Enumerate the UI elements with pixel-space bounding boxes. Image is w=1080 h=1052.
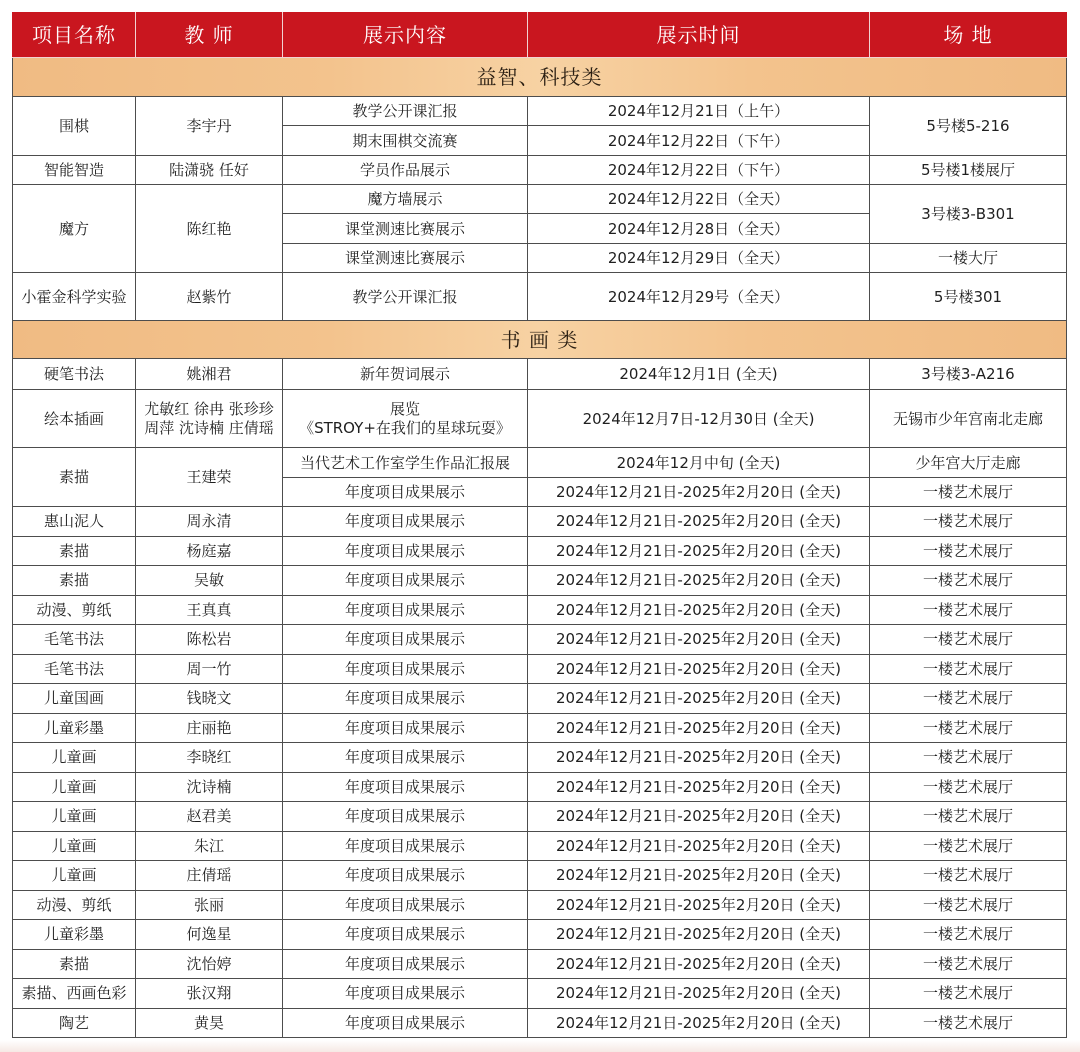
table-row	[13, 949, 1067, 979]
category-row-science	[13, 58, 1067, 97]
table-row	[13, 1008, 1067, 1038]
cell-time: 2024年12月21日（上午）	[528, 97, 870, 126]
table-row	[13, 890, 1067, 920]
cell-teacher: 杨庭嘉	[136, 536, 283, 566]
cell-content: 魔方墙展示	[283, 185, 528, 214]
cell-teacher: 张丽	[136, 890, 283, 920]
cell-teacher: 周一竹	[136, 654, 283, 684]
cell-content: 教学公开课汇报	[283, 97, 528, 126]
cell-time: 2024年12月21日-2025年2月20日 (全天)	[528, 979, 870, 1009]
cell-project: 素描	[13, 566, 136, 596]
cell-content: 年度项目成果展示	[283, 743, 528, 773]
cell-content: 年度项目成果展示	[283, 536, 528, 566]
cell-teacher: 朱江	[136, 831, 283, 861]
table-row	[13, 654, 1067, 684]
cell-content: 年度项目成果展示	[283, 478, 528, 507]
cell-venue: 一楼大厅	[870, 244, 1067, 273]
cell-venue: 一楼艺术展厅	[870, 478, 1067, 507]
cell-venue: 少年宫大厅走廊	[870, 448, 1067, 478]
cell-venue: 3号楼3-B301	[870, 185, 1067, 244]
table-row	[13, 713, 1067, 743]
header-content: 展示内容	[283, 13, 528, 58]
cell-venue: 一楼艺术展厅	[870, 625, 1067, 655]
cell-time: 2024年12月21日-2025年2月20日 (全天)	[528, 743, 870, 773]
cell-content: 年度项目成果展示	[283, 654, 528, 684]
cell-venue: 一楼艺术展厅	[870, 654, 1067, 684]
cell-content: 年度项目成果展示	[283, 979, 528, 1009]
cell-time: 2024年12月21日-2025年2月20日 (全天)	[528, 1008, 870, 1038]
cell-content: 学员作品展示	[283, 156, 528, 185]
table-row	[13, 97, 1067, 126]
cell-time: 2024年12月29号（全天）	[528, 273, 870, 321]
cell-content: 年度项目成果展示	[283, 890, 528, 920]
cell-time: 2024年12月21日-2025年2月20日 (全天)	[528, 713, 870, 743]
cell-time: 2024年12月28日（全天）	[528, 214, 870, 244]
cell-teacher: 吴敏	[136, 566, 283, 596]
cell-project: 儿童彩墨	[13, 920, 136, 950]
cell-teacher: 钱晓文	[136, 684, 283, 714]
cell-content	[283, 390, 528, 448]
cell-venue: 一楼艺术展厅	[870, 949, 1067, 979]
cell-venue: 一楼艺术展厅	[870, 772, 1067, 802]
cell-venue: 一楼艺术展厅	[870, 595, 1067, 625]
table-row	[13, 684, 1067, 714]
table-row	[13, 861, 1067, 891]
cell-time: 2024年12月29日（全天）	[528, 244, 870, 273]
cell-content: 年度项目成果展示	[283, 566, 528, 596]
table-row	[13, 595, 1067, 625]
cell-teacher: 王建荣	[136, 448, 283, 507]
cell-project: 儿童画	[13, 743, 136, 773]
cell-content: 年度项目成果展示	[283, 920, 528, 950]
cell-venue: 一楼艺术展厅	[870, 743, 1067, 773]
cell-venue: 一楼艺术展厅	[870, 890, 1067, 920]
cell-content: 年度项目成果展示	[283, 861, 528, 891]
cell-time: 2024年12月22日（下午）	[528, 156, 870, 185]
cell-project: 儿童国画	[13, 684, 136, 714]
cell-content: 教学公开课汇报	[283, 273, 528, 321]
cell-content: 期末围棋交流赛	[283, 126, 528, 156]
cell-time: 2024年12月21日-2025年2月20日 (全天)	[528, 566, 870, 596]
cell-teacher: 李晓红	[136, 743, 283, 773]
table-row	[13, 802, 1067, 832]
cell-teacher	[136, 390, 283, 448]
cell-project: 素描	[13, 536, 136, 566]
cell-venue: 一楼艺术展厅	[870, 713, 1067, 743]
cell-teacher: 李宇丹	[136, 97, 283, 156]
header-project: 项目名称	[13, 13, 136, 58]
cell-venue: 一楼艺术展厅	[870, 684, 1067, 714]
cell-venue: 一楼艺术展厅	[870, 566, 1067, 596]
table-row	[13, 566, 1067, 596]
header-time: 展示时间	[528, 13, 870, 58]
table-row	[13, 831, 1067, 861]
table-row	[13, 359, 1067, 390]
cell-project: 儿童画	[13, 772, 136, 802]
cell-venue: 一楼艺术展厅	[870, 861, 1067, 891]
cell-project: 绘本插画	[13, 390, 136, 448]
cell-teacher: 黄昊	[136, 1008, 283, 1038]
cell-time: 2024年12月21日-2025年2月20日 (全天)	[528, 920, 870, 950]
cell-teacher: 张汉翔	[136, 979, 283, 1009]
cell-teacher: 沈诗楠	[136, 772, 283, 802]
cell-time: 2024年12月1日 (全天)	[528, 359, 870, 390]
cell-content: 年度项目成果展示	[283, 595, 528, 625]
cell-teacher: 赵紫竹	[136, 273, 283, 321]
cell-venue: 一楼艺术展厅	[870, 920, 1067, 950]
cell-project: 动漫、剪纸	[13, 890, 136, 920]
cell-content: 新年贺词展示	[283, 359, 528, 390]
cell-time: 2024年12月中旬 (全天)	[528, 448, 870, 478]
cell-teacher: 庄丽艳	[136, 713, 283, 743]
schedule-table	[12, 12, 1067, 1038]
cell-venue: 一楼艺术展厅	[870, 536, 1067, 566]
category-title-science: 益智、科技类	[13, 58, 1067, 97]
cell-project: 围棋	[13, 97, 136, 156]
cell-content: 年度项目成果展示	[283, 949, 528, 979]
cell-teacher: 何逸星	[136, 920, 283, 950]
cell-project: 素描、西画色彩	[13, 979, 136, 1009]
cell-project: 智能智造	[13, 156, 136, 185]
cell-time: 2024年12月21日-2025年2月20日 (全天)	[528, 772, 870, 802]
content-line: 《STROY+在我们的星球玩耍》	[299, 418, 511, 437]
cell-teacher: 姚湘君	[136, 359, 283, 390]
cell-time: 2024年12月21日-2025年2月20日 (全天)	[528, 536, 870, 566]
cell-teacher: 赵君美	[136, 802, 283, 832]
cell-project: 儿童彩墨	[13, 713, 136, 743]
cell-project: 素描	[13, 949, 136, 979]
cell-venue: 一楼艺术展厅	[870, 507, 1067, 537]
table-row	[13, 185, 1067, 214]
cell-content: 年度项目成果展示	[283, 772, 528, 802]
cell-content: 课堂测速比赛展示	[283, 214, 528, 244]
cell-content: 当代艺术工作室学生作品汇报展	[283, 448, 528, 478]
cell-time: 2024年12月21日-2025年2月20日 (全天)	[528, 949, 870, 979]
cell-content: 年度项目成果展示	[283, 713, 528, 743]
cell-teacher: 陈松岩	[136, 625, 283, 655]
category-row-art	[13, 321, 1067, 359]
cell-venue: 一楼艺术展厅	[870, 802, 1067, 832]
category-title-art: 书 画 类	[13, 321, 1067, 359]
cell-time: 2024年12月21日-2025年2月20日 (全天)	[528, 831, 870, 861]
cell-project: 毛笔书法	[13, 625, 136, 655]
teacher-line: 尤敏红 徐冉 张珍珍	[144, 399, 274, 418]
table-row	[13, 772, 1067, 802]
cell-content: 年度项目成果展示	[283, 802, 528, 832]
cell-time: 2024年12月21日-2025年2月20日 (全天)	[528, 625, 870, 655]
cell-content: 课堂测速比赛展示	[283, 244, 528, 273]
table-row	[13, 448, 1067, 478]
cell-teacher: 陈红艳	[136, 185, 283, 273]
cell-venue: 无锡市少年宫南北走廊	[870, 390, 1067, 448]
cell-content: 年度项目成果展示	[283, 1008, 528, 1038]
cell-content: 年度项目成果展示	[283, 625, 528, 655]
table-row	[13, 536, 1067, 566]
cell-venue: 一楼艺术展厅	[870, 1008, 1067, 1038]
header-venue: 场 地	[870, 13, 1067, 58]
table-row	[13, 920, 1067, 950]
content-line: 展览	[389, 399, 420, 418]
cell-time: 2024年12月21日-2025年2月20日 (全天)	[528, 654, 870, 684]
table-row	[13, 156, 1067, 185]
cell-project: 儿童画	[13, 861, 136, 891]
cell-content: 年度项目成果展示	[283, 831, 528, 861]
cell-venue: 一楼艺术展厅	[870, 831, 1067, 861]
cell-project: 惠山泥人	[13, 507, 136, 537]
cell-venue: 5号楼1楼展厅	[870, 156, 1067, 185]
cell-project: 陶艺	[13, 1008, 136, 1038]
cell-time: 2024年12月21日-2025年2月20日 (全天)	[528, 802, 870, 832]
cell-time: 2024年12月21日-2025年2月20日 (全天)	[528, 890, 870, 920]
cell-venue: 一楼艺术展厅	[870, 979, 1067, 1009]
cell-venue: 3号楼3-A216	[870, 359, 1067, 390]
cell-project: 素描	[13, 448, 136, 507]
table-row	[13, 273, 1067, 321]
header-teacher: 教 师	[136, 13, 283, 58]
table-row	[13, 743, 1067, 773]
table-row	[13, 625, 1067, 655]
cell-time: 2024年12月21日-2025年2月20日 (全天)	[528, 507, 870, 537]
table-row	[13, 979, 1067, 1009]
table-header-row	[13, 13, 1067, 58]
cell-project: 魔方	[13, 185, 136, 273]
cell-content: 年度项目成果展示	[283, 507, 528, 537]
table-row	[13, 390, 1067, 448]
bottom-fade	[0, 1040, 1080, 1052]
cell-venue: 5号楼5-216	[870, 97, 1067, 156]
cell-teacher: 沈怡婷	[136, 949, 283, 979]
cell-content: 年度项目成果展示	[283, 684, 528, 714]
cell-teacher: 王真真	[136, 595, 283, 625]
cell-project: 毛笔书法	[13, 654, 136, 684]
cell-time: 2024年12月21日-2025年2月20日 (全天)	[528, 595, 870, 625]
cell-time: 2024年12月21日-2025年2月20日 (全天)	[528, 684, 870, 714]
cell-project: 儿童画	[13, 802, 136, 832]
cell-time: 2024年12月21日-2025年2月20日 (全天)	[528, 478, 870, 507]
cell-time: 2024年12月21日-2025年2月20日 (全天)	[528, 861, 870, 891]
teacher-line: 周萍 沈诗楠 庄倩瑶	[144, 418, 274, 437]
table-row	[13, 507, 1067, 537]
cell-teacher: 周永清	[136, 507, 283, 537]
cell-project: 动漫、剪纸	[13, 595, 136, 625]
cell-project: 儿童画	[13, 831, 136, 861]
cell-venue: 5号楼301	[870, 273, 1067, 321]
cell-project: 小霍金科学实验	[13, 273, 136, 321]
cell-teacher: 陆潇骁 任好	[136, 156, 283, 185]
cell-teacher: 庄倩瑶	[136, 861, 283, 891]
cell-time: 2024年12月22日（下午）	[528, 126, 870, 156]
cell-time: 2024年12月22日（全天）	[528, 185, 870, 214]
cell-time: 2024年12月7日-12月30日 (全天)	[528, 390, 870, 448]
cell-project: 硬笔书法	[13, 359, 136, 390]
